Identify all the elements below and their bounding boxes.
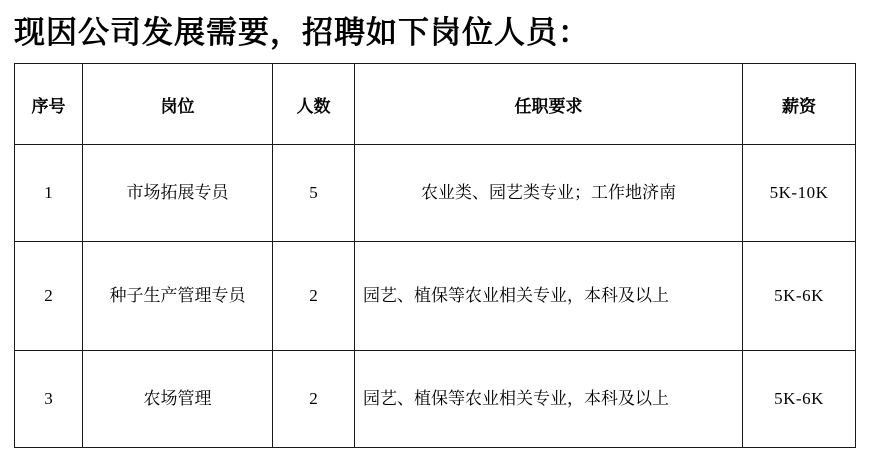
cell-count: 5 xyxy=(273,145,355,242)
job-listing-table xyxy=(14,63,856,448)
cell-requirement: 园艺、植保等农业相关专业，本科及以上 xyxy=(355,351,743,448)
column-header-requirement: 任职要求 xyxy=(355,64,743,145)
cell-no: 2 xyxy=(15,242,83,351)
cell-count: 2 xyxy=(273,351,355,448)
cell-post: 农场管理 xyxy=(83,351,273,448)
column-header-post: 岗位 xyxy=(83,64,273,145)
column-header-no: 序号 xyxy=(15,64,83,145)
cell-post: 种子生产管理专员 xyxy=(83,242,273,351)
cell-no: 1 xyxy=(15,145,83,242)
cell-salary: 5K-10K xyxy=(743,145,856,242)
page-title: 现因公司发展需要，招聘如下岗位人员： xyxy=(14,15,590,50)
table-row xyxy=(15,242,856,351)
table-row xyxy=(15,351,856,448)
cell-salary: 5K-6K xyxy=(743,351,856,448)
cell-requirement: 园艺、植保等农业相关专业，本科及以上 xyxy=(355,242,743,351)
cell-requirement: 农业类、园艺类专业；工作地济南 xyxy=(355,145,743,242)
cell-salary: 5K-6K xyxy=(743,242,856,351)
table-header-row xyxy=(15,64,856,145)
cell-no: 3 xyxy=(15,351,83,448)
column-header-salary: 薪资 xyxy=(743,64,856,145)
cell-count: 2 xyxy=(273,242,355,351)
cell-post: 市场拓展专员 xyxy=(83,145,273,242)
table-row xyxy=(15,145,856,242)
column-header-count: 人数 xyxy=(273,64,355,145)
